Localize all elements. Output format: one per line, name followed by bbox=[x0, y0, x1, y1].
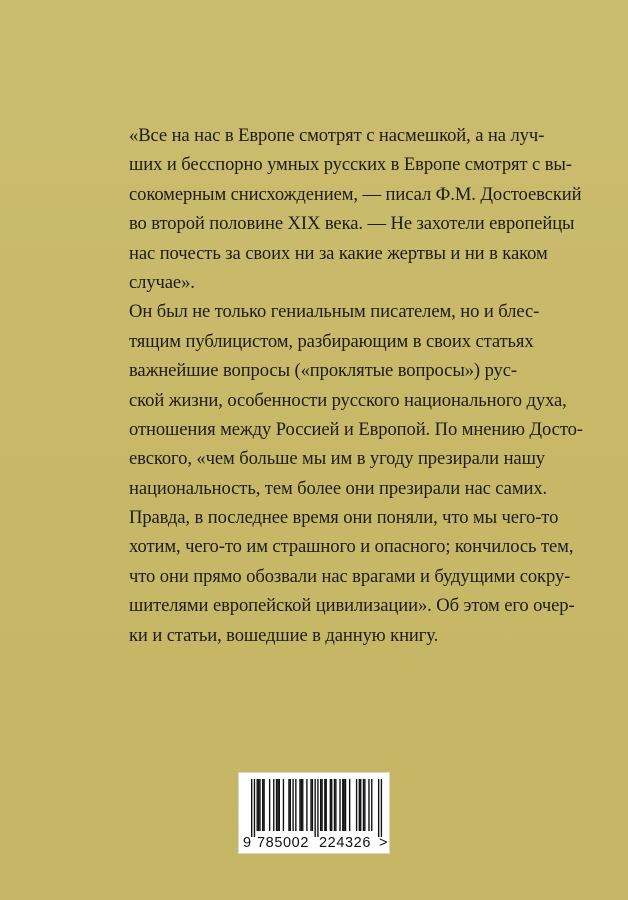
text-line-10: ской жизни, особенности русского национального духа, bbox=[129, 389, 567, 411]
text-line-12: евского, «чем больше мы им в угоду презирали нашу bbox=[129, 448, 545, 470]
barcode-bar bbox=[257, 779, 258, 831]
text-line-5: нас почесть за своих ни за какие жертвы и ни в каком bbox=[129, 242, 548, 264]
barcode-bar bbox=[334, 779, 335, 831]
text-line-13: национальность, тем более они презирали нас самих. bbox=[129, 477, 548, 499]
barcode-bar bbox=[312, 779, 313, 831]
barcode-bar bbox=[258, 779, 259, 831]
text-line-14: Правда, в последнее время они поняли, что мы чего-то bbox=[129, 507, 559, 529]
barcode-bar bbox=[324, 779, 325, 831]
barcode-bar bbox=[302, 779, 303, 831]
barcode-bar bbox=[290, 779, 291, 831]
text-line-16: что они прямо обозвали нас врагами и будущими сокру- bbox=[129, 565, 571, 587]
barcode-group-left: 785002 bbox=[257, 835, 309, 851]
barcode-bar bbox=[356, 779, 357, 831]
barcode-bar bbox=[321, 779, 322, 831]
barcode-bar bbox=[279, 779, 280, 831]
barcode-number bbox=[239, 835, 391, 853]
barcode-bar bbox=[326, 779, 327, 831]
barcode-bar bbox=[342, 779, 343, 831]
barcode-bar bbox=[269, 779, 270, 831]
barcode-bar bbox=[349, 779, 350, 831]
barcode-arrow: > bbox=[379, 835, 388, 851]
barcode-group-right: 224326 bbox=[319, 835, 371, 851]
barcode-bar bbox=[259, 779, 260, 831]
barcode-bar bbox=[381, 779, 382, 837]
barcode-bar bbox=[295, 779, 296, 831]
text-line-1: «Все на нас в Европе смотрят с насмешкой, а на луч- bbox=[129, 125, 545, 146]
text-line-3: сокомерным снисхождением, — писал Ф.М. Достоевский bbox=[129, 183, 582, 205]
barcode-bar bbox=[277, 779, 278, 831]
barcode-bar bbox=[314, 779, 315, 837]
text-line-2: ших и бесспорно умных русских в Европе смотрят с вы- bbox=[129, 154, 572, 176]
barcode-bar bbox=[359, 779, 360, 831]
barcode-bar bbox=[363, 779, 364, 831]
text-line-8: тящим публицистом, разбирающим в своих статьях bbox=[129, 330, 534, 352]
barcode-bar bbox=[301, 779, 302, 831]
text-line-7: Он был не только гениальным писателем, но и блес- bbox=[129, 301, 540, 323]
barcode-bar bbox=[330, 779, 331, 831]
barcode-bar bbox=[263, 779, 264, 831]
barcode-bar bbox=[320, 779, 321, 831]
barcode-bar bbox=[317, 779, 318, 837]
barcode-bar bbox=[378, 779, 379, 837]
barcode-bar bbox=[299, 779, 300, 831]
barcode-bar bbox=[310, 779, 311, 831]
barcode-bar bbox=[331, 779, 332, 831]
barcode-bar bbox=[371, 779, 372, 831]
barcode-bar bbox=[345, 779, 346, 831]
barcode-bars bbox=[239, 773, 391, 837]
text-line-15: хотим, чего-то им страшного и опасного; кончилось тем, bbox=[129, 536, 574, 558]
text-line-11: отношения между Россией и Европой. По мнению Досто- bbox=[129, 418, 583, 440]
barcode-bar bbox=[306, 779, 307, 831]
barcode-bar bbox=[368, 779, 369, 831]
barcode-bar bbox=[292, 779, 293, 831]
barcode-bar bbox=[251, 779, 252, 837]
barcode-first-digit: 9 bbox=[243, 835, 252, 851]
barcode-bar bbox=[254, 779, 255, 837]
text-line-9: важнейшие вопросы («проклятые вопросы») рус- bbox=[129, 360, 517, 382]
barcode-bar bbox=[288, 779, 289, 831]
barcode-bar bbox=[273, 779, 274, 831]
barcode-bar bbox=[360, 779, 361, 831]
barcode-bar bbox=[364, 779, 365, 831]
text-line-4: во второй половине XIX века. — Не захотели европейцы bbox=[129, 213, 575, 235]
barcode-bar bbox=[343, 779, 344, 831]
barcode-bar bbox=[283, 779, 284, 831]
barcode-bar bbox=[339, 779, 340, 831]
barcode-bar bbox=[262, 779, 263, 831]
isbn-barcode bbox=[238, 772, 390, 854]
text-line-17: шителями европейской цивилизации». Об этом его очер- bbox=[129, 595, 575, 617]
barcode-bar bbox=[276, 779, 277, 831]
text-line-6: случае». bbox=[129, 271, 195, 293]
barcode-bar bbox=[335, 779, 336, 831]
text-line-18: ки и статьи, вошедшие в данную книгу. bbox=[129, 624, 439, 646]
annotation-text bbox=[129, 121, 583, 650]
